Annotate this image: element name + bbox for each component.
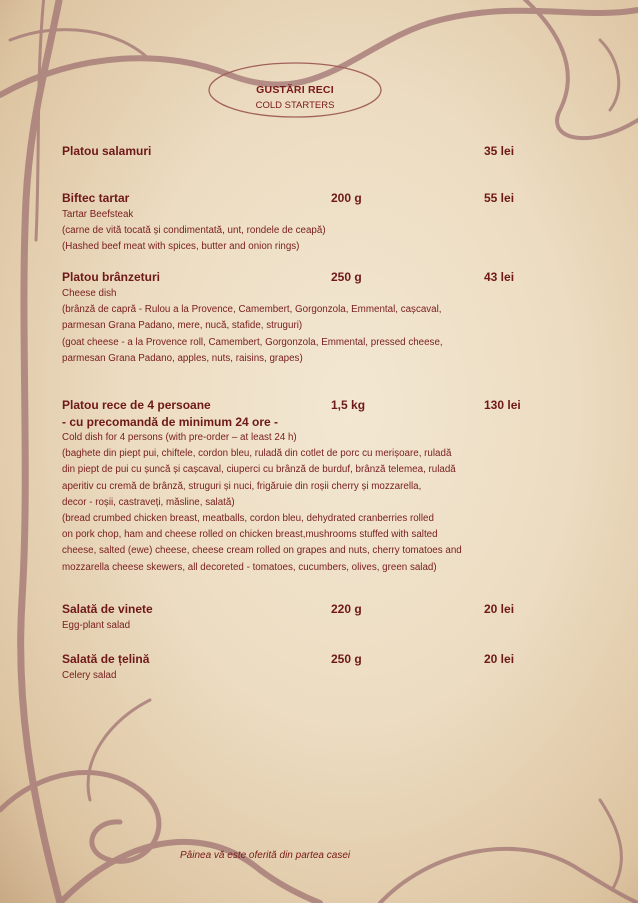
description-line: cheese, salted (ewe) cheese, cheese cream rolled on grapes and nuts, cherry tomatoes and <box>62 545 462 557</box>
item-quantity: 1,5 kg <box>331 398 366 412</box>
description-line: Tartar Beefsteak <box>62 209 134 220</box>
description-line: decor - roșii, castraveți, măsline, salată) <box>62 496 235 508</box>
item-name: Biftec tartar <box>62 191 130 205</box>
description-line: Celery salad <box>62 670 117 681</box>
footer-note: Pâinea vă este oferită din partea casei <box>180 850 351 861</box>
description-line: Cheese dish <box>62 288 117 299</box>
description-line: Egg-plant salad <box>62 620 131 631</box>
item-name: Salată de țelină <box>62 652 150 666</box>
item-quantity: 220 g <box>331 602 362 616</box>
item-price: 43 lei <box>484 270 515 284</box>
menu-item <box>62 144 542 160</box>
description-line: (baghete din piept pui, chiftele, cordon bleu, ruladă din cotlet de porc cu merișoare, ruladă <box>62 448 452 460</box>
menu-item <box>62 270 542 367</box>
item-quantity: 250 g <box>331 270 362 284</box>
item-quantity: 200 g <box>331 191 362 205</box>
description-line: (goat cheese - a la Provence roll, Camembert, Gorgonzola, Emmental, pressed cheese, <box>62 336 443 348</box>
item-price: 130 lei <box>484 398 521 412</box>
description-line: on pork chop, ham and cheese rolled on chicken breast,mushrooms stuffed with salted <box>62 529 438 541</box>
item-description <box>62 618 542 634</box>
description-line: (Hashed beef meat with spices, butter and onion rings) <box>62 241 300 253</box>
item-price: 55 lei <box>484 191 515 205</box>
item-name: Platou brânzeturi <box>62 270 161 284</box>
description-line: aperitiv cu cremă de brânză, struguri și nuci, frigăruie din roșii cherry și mozzarella, <box>62 480 422 492</box>
section-title: GUSTĂRI RECI <box>256 84 334 96</box>
menu-item <box>62 191 542 256</box>
description-line: Cold dish for 4 persons (with pre-order – at least 24 h) <box>62 432 297 443</box>
item-name: Salată de vinete <box>62 602 153 616</box>
item-quantity: 250 g <box>331 652 362 666</box>
menu-item <box>62 652 542 684</box>
description-line: parmesan Grana Padano, apples, nuts, raisins, grapes) <box>62 352 303 364</box>
item-description <box>62 430 542 576</box>
item-price: 35 lei <box>484 144 515 158</box>
section-header <box>211 64 379 116</box>
item-name: Platou rece de 4 persoane <box>62 398 211 412</box>
item-preorder-note: - cu precomandă de minimum 24 ore - <box>62 415 279 429</box>
item-name: Platou salamuri <box>62 144 152 158</box>
item-price: 20 lei <box>484 652 515 666</box>
description-line: parmesan Grana Padano, mere, nucă, stafide, struguri) <box>62 320 303 332</box>
section-subtitle: COLD STARTERS <box>255 100 335 111</box>
description-line: din piept de pui cu șuncă și cașcaval, ciuperci cu brânză de burduf, brânză telemea, ruladă <box>62 464 456 476</box>
description-line: (bread crumbed chicken breast, meatballs, cordon bleu, dehydrated cranberries rolled <box>62 513 434 525</box>
item-description <box>62 668 542 684</box>
item-description <box>62 207 542 256</box>
description-line: (brânză de capră - Rulou a la Provence, Camembert, Gorgonzola, Emmental, cașcaval, <box>62 304 442 316</box>
menu-item <box>62 602 542 634</box>
item-price: 20 lei <box>484 602 515 616</box>
item-description <box>62 286 542 367</box>
menu-item <box>62 398 542 576</box>
description-line: mozzarella cheese skewers, all decoreted - tomatoes, cucumbers, olives, green salad) <box>62 561 437 573</box>
description-line: (carne de vită tocată și condimentată, unt, rondele de ceapă) <box>62 225 326 237</box>
